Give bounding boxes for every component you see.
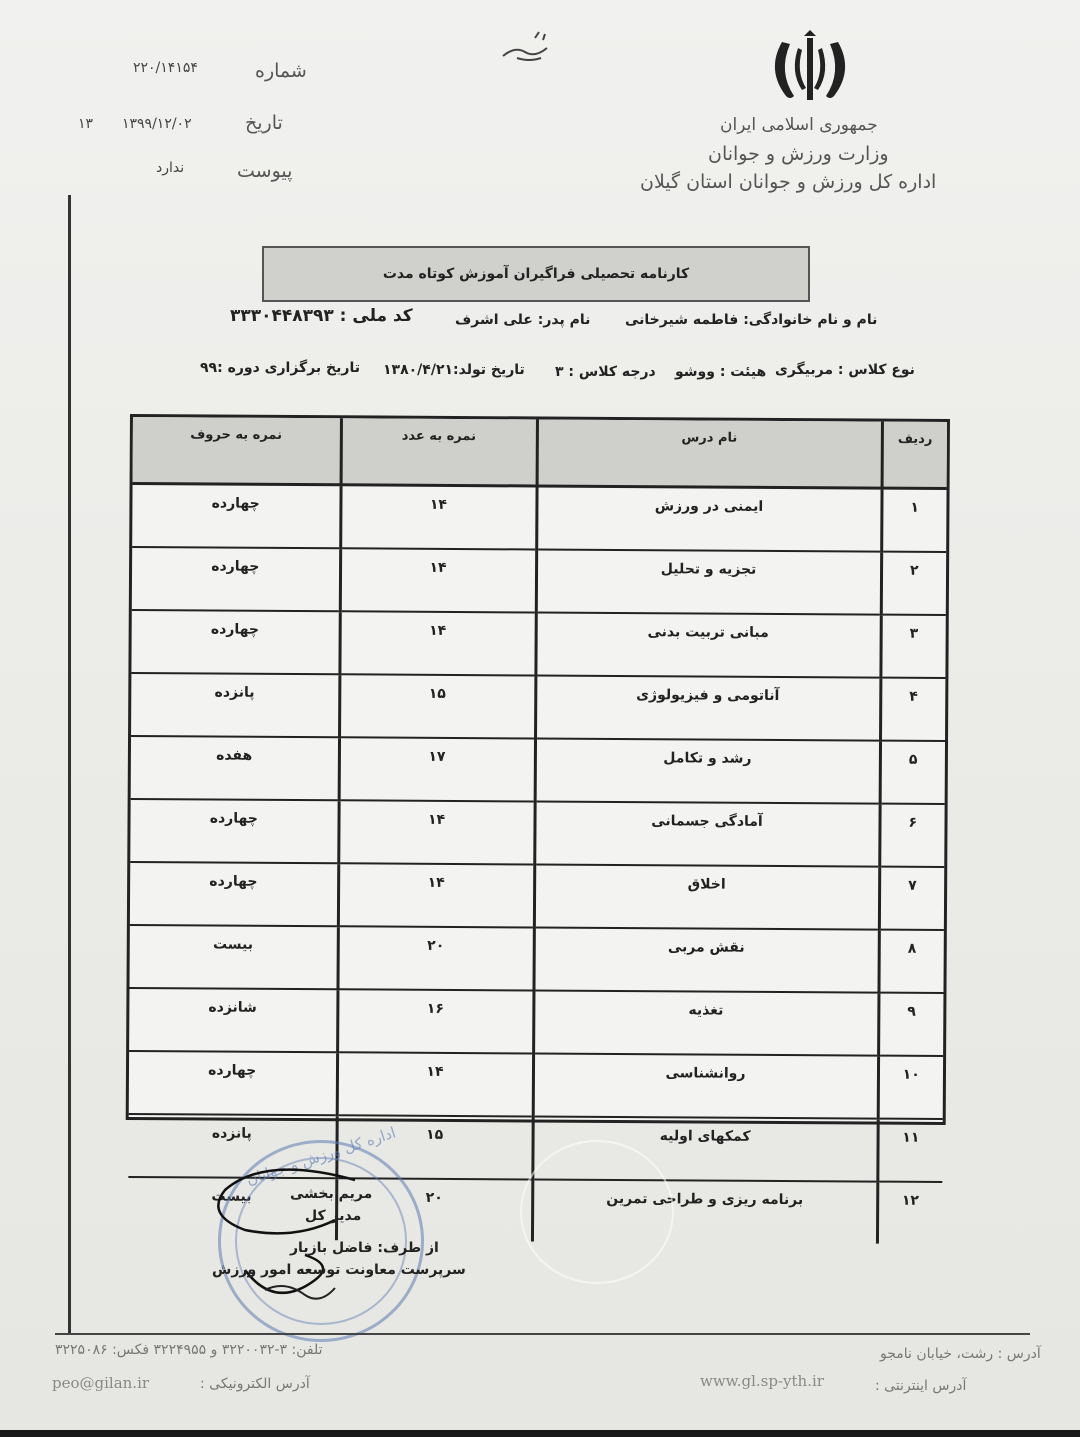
table-row <box>131 736 945 804</box>
table-row <box>129 1051 943 1119</box>
score-words: چهارده <box>130 862 338 926</box>
embossed-seal <box>520 1140 674 1284</box>
deputy-title: سرپرست معاونت توسعه امور ورزش <box>212 1262 466 1278</box>
table-row <box>132 484 946 552</box>
table-row <box>132 547 946 615</box>
footer-divider <box>55 1333 1030 1335</box>
header-row-number: ردیف <box>882 422 947 489</box>
table-row <box>129 988 943 1056</box>
score-digits: ۱۷ <box>339 737 535 801</box>
score-digits: ۲۰ <box>337 926 533 990</box>
score-words: چهارده <box>132 484 340 549</box>
org-ministry: وزارت ورزش و جوانان <box>708 143 889 165</box>
header-score-digits: نمره به عدد <box>341 418 537 486</box>
date-label: تاریخ <box>245 112 283 134</box>
attachment-value: ندارد <box>156 160 185 176</box>
score-words: بیست <box>129 925 337 989</box>
score-digits: ۱۵ <box>339 674 535 738</box>
bottom-edge <box>0 1430 1080 1437</box>
score-digits: ۱۵ <box>336 1115 532 1179</box>
footer-phone: تلفن: ۳-۳۲۲۰۰۳۲ و ۳۲۲۴۹۵۵ فکس: ۳۲۲۵۰۸۶ <box>55 1342 323 1358</box>
row-number: ۳ <box>880 615 945 678</box>
class-type: نوع کلاس : مربیگری <box>775 362 915 378</box>
score-digits: ۱۴ <box>340 548 536 612</box>
score-digits: ۱۶ <box>337 989 533 1053</box>
footer-website: www.gl.sp-yth.ir <box>700 1372 824 1390</box>
score-words: پانزده <box>131 673 339 737</box>
national-id: کد ملی : ۳۳۳۰۴۴۸۳۹۳ <box>230 306 413 326</box>
score-words: شانزده <box>129 988 337 1052</box>
score-words: چهارده <box>132 547 340 611</box>
table-header-row <box>133 417 947 488</box>
header-course-name: نام درس <box>537 419 882 488</box>
number-value: ۲۲۰/۱۴۱۵۴ <box>133 60 198 76</box>
course-name: رشد و تکامل <box>535 738 880 803</box>
row-number: ۱۲ <box>877 1182 942 1244</box>
row-number: ۱۱ <box>877 1119 942 1182</box>
table-row <box>131 610 945 678</box>
course-name: نقش مربی <box>533 927 878 992</box>
table-row <box>130 862 944 930</box>
father-name: نام پدر: علی اشرف <box>455 312 591 328</box>
org-country: جمهوری اسلامی ایران <box>720 115 878 135</box>
score-words: هفده <box>131 736 339 800</box>
footer-website-label: آدرس اینترنتی : <box>875 1378 967 1394</box>
course-name: مبانی تربیت بدنی <box>535 612 880 677</box>
date-suffix: ۱۳ <box>78 116 94 132</box>
row-number: ۸ <box>878 930 943 993</box>
course-name: آناتومی و فیزیولوژی <box>535 675 880 740</box>
course-name: برنامه ریزی و طراحی تمرین <box>532 1179 877 1243</box>
score-words: چهارده <box>131 610 339 674</box>
score-digits: ۱۴ <box>337 1052 533 1116</box>
signature-scribble <box>205 1160 425 1310</box>
score-words: چهارده <box>129 1051 337 1115</box>
footer-email-label: آدرس الکترونیکی : <box>200 1376 310 1392</box>
document-title: کارنامه تحصیلی فراگیران آموزش کوتاه مدت <box>262 246 810 302</box>
header-score-words: نمره به حروف <box>133 417 341 485</box>
margin-line <box>68 195 71 1335</box>
row-number: ۱۰ <box>878 1056 943 1119</box>
score-digits: ۱۴ <box>340 485 536 550</box>
score-words: بیست <box>211 1188 252 1205</box>
score-digits: ۲۰ <box>336 1178 532 1241</box>
course-name: تجزیه و تحلیل <box>536 549 881 614</box>
row-number: ۴ <box>880 678 945 741</box>
course-name: روانشناسی <box>533 1053 878 1118</box>
course-name: کمکهای اولیه <box>532 1116 877 1181</box>
on-behalf: از طرف: فاضل بازیار <box>290 1240 439 1256</box>
row-number: ۹ <box>878 993 943 1056</box>
course-name: تغذیه <box>533 990 878 1055</box>
table-row <box>131 673 945 741</box>
score-digits: ۱۴ <box>338 800 534 864</box>
signer-title: مدیر کل <box>305 1208 362 1224</box>
course-name: ایمنی در ورزش <box>536 486 881 552</box>
stamp-text: اداره کل ورزش و جوانان <box>244 1123 398 1189</box>
row-number: ۶ <box>879 804 944 867</box>
board: هیئت : ووشو <box>675 364 767 380</box>
score-digits: ۱۴ <box>338 863 534 927</box>
course-name: آمادگی جسمانی <box>534 801 879 866</box>
signer-name: مریم بخشی <box>290 1186 373 1202</box>
table-row <box>129 925 943 993</box>
birth-date: تاریخ تولد:۱۳۸۰/۴/۲۱ <box>383 362 525 378</box>
row-number: ۵ <box>880 741 945 804</box>
table-row <box>130 799 944 867</box>
course-name: اخلاق <box>534 864 879 929</box>
row-number: ۷ <box>879 867 944 930</box>
number-label: شماره <box>255 60 307 82</box>
score-words: پانزده <box>128 1114 336 1178</box>
class-level: درجه کلاس : ۳ <box>555 364 656 380</box>
basmala-icon <box>495 28 565 68</box>
footer-address: آدرس : رشت، خیابان نامجو <box>880 1346 1041 1362</box>
attachment-label: پیوست <box>237 160 293 182</box>
student-name: نام و نام خانوادگی: فاطمه شیرخانی <box>625 312 878 328</box>
score-digits: ۱۴ <box>339 611 535 675</box>
row-number: ۲ <box>881 552 946 615</box>
row-number: ۱ <box>881 488 946 552</box>
score-words: چهارده <box>130 799 338 863</box>
date-value: ۱۳۹۹/۱۲/۰۲ <box>122 116 192 132</box>
org-office: اداره کل ورزش و جوانان استان گیلان <box>640 171 937 193</box>
iran-emblem-icon <box>760 30 860 110</box>
footer-email: peo@gilan.ir <box>52 1374 150 1392</box>
course-date: تاریخ برگزاری دوره :۹۹ <box>200 360 360 376</box>
